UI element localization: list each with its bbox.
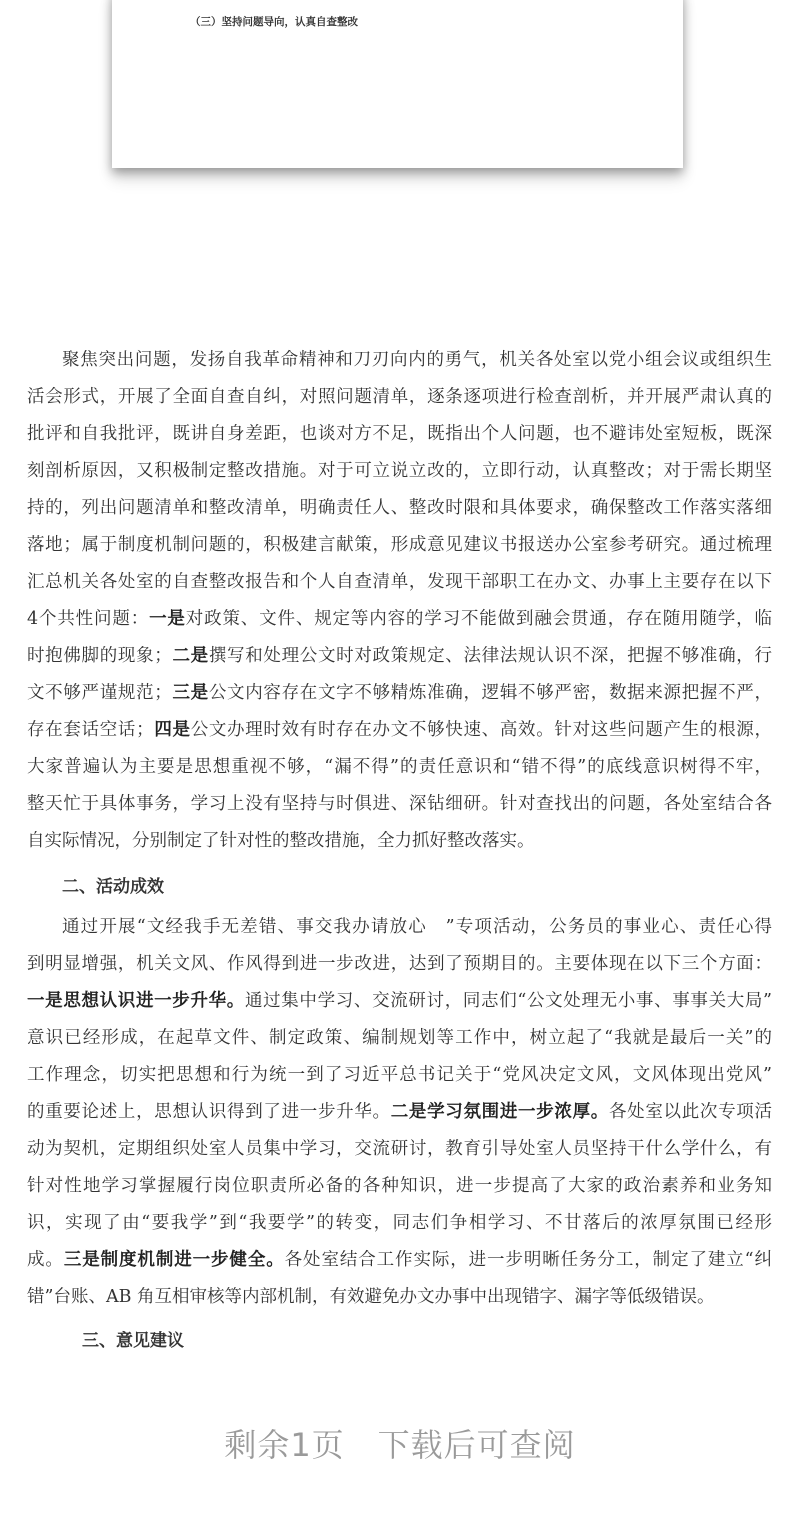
text-line bbox=[27, 681, 772, 705]
text-segment: 对政策、文件、规定等内容的学习不能做到融会贯通，存在随用随学，临 bbox=[185, 609, 773, 629]
text-segment: 动为契机，定期组织处室人员集中学习，交流研讨，教育引导处室人员坚持干什么学什么，有 bbox=[27, 1139, 772, 1159]
text-segment: 聚焦突出问题，发扬自我革命精神和刀刃向内的勇气，机关各处室以党小组会议或组织生 bbox=[62, 350, 772, 370]
text-segment: 通过集中学习、交流研讨，同志们“公文处理无小事、事事关大局” bbox=[244, 991, 772, 1011]
text-line bbox=[27, 829, 772, 853]
text-line bbox=[27, 644, 772, 668]
text-segment: 刻剖析原因，又积极制定整改措施。对于可立说立改的，立即行动，认真整改；对于需长期坚 bbox=[27, 461, 772, 481]
text-segment: 识，实现了由“要我学”到“我要学”的转变，同志们争相学习、不甘落后的浓厚氛围已经形 bbox=[27, 1213, 772, 1233]
text-segment: 4个共性问题： bbox=[27, 609, 150, 629]
text-segment: 汇总机关各处室的自查整改报告和个人自查清单，发现干部职工在办文、办事上主要存在以下 bbox=[27, 572, 772, 592]
text-line bbox=[27, 570, 772, 594]
previous-page-preview-card bbox=[112, 0, 683, 168]
text-segment: 文不够严谨规范； bbox=[27, 683, 172, 703]
bold-phrase: 二是 bbox=[171, 646, 209, 666]
text-line bbox=[27, 1174, 772, 1198]
text-line bbox=[27, 755, 772, 779]
text-segment: 落地；属于制度机制问题的，积极建言献策，形成意见建议书报送办公室参考研究。通过梳理 bbox=[27, 535, 772, 555]
text-line bbox=[27, 385, 772, 409]
text-segment: 通过开展“文经我手无差错、事交我办请放心 ”专项活动，公务员的事业心、责任心得 bbox=[62, 917, 772, 937]
text-segment: 到明显增强，机关文风、作风得到进一步改进，达到了预期目的。主要体现在以下三个方面： bbox=[27, 954, 772, 974]
section-heading-results: 二、活动成效 bbox=[62, 877, 164, 897]
text-segment: 大家普遍认为主要是思想重视不够，“漏不得”的责任意识和“错不得”的底线意识树得不牢， bbox=[27, 757, 772, 777]
bold-phrase: 一是 bbox=[149, 609, 186, 629]
text-segment: 针对性地学习掌握履行岗位职责所必备的各种知识，进一步提高了大家的政治素养和业务知 bbox=[27, 1176, 772, 1196]
text-segment: 时抱佛脚的现象； bbox=[27, 646, 172, 666]
text-segment: 存在套话空话； bbox=[27, 720, 154, 740]
text-line bbox=[27, 952, 772, 976]
text-line bbox=[27, 607, 772, 631]
text-segment: 意识已经形成，在起草文件、制定政策、编制规划等工作中，树立起了“我就是最后一关”的 bbox=[27, 1028, 772, 1048]
bold-phrase: 二是学习氛围进一步浓厚。 bbox=[390, 1102, 609, 1122]
text-segment: 撰写和处理公文时对政策规定、法律法规认识不深，把握不够准确，行 bbox=[208, 646, 772, 666]
text-segment: 各处室结合工作实际，进一步明晰任务分工，制定了建立“纠 bbox=[284, 1250, 773, 1270]
download-to-read-more-button[interactable]: 剩余1页 下载后可查阅 bbox=[224, 1426, 576, 1464]
text-line bbox=[27, 1285, 772, 1309]
text-segment: 批评和自我批评，既讲自身差距，也谈对方不足，既指出个人问题，也不避讳处室短板，既深 bbox=[27, 424, 772, 444]
text-line bbox=[27, 1100, 772, 1124]
bold-phrase: 四是 bbox=[153, 720, 191, 740]
text-segment: 错”台账、AB 角互相审核等内部机制，有效避免办文办事中出现错字、漏字等低级错误。 bbox=[27, 1287, 715, 1307]
text-segment: 整天忙于具体事务，学习上没有坚持与时俱进、深钻细研。针对查找出的问题，各处室结合各 bbox=[27, 794, 772, 814]
text-line bbox=[27, 792, 772, 816]
text-segment: 工作理念，切实把思想和行为统一到了习近平总书记关于“党风决定文风，文风体现出党风” bbox=[27, 1065, 772, 1085]
text-line bbox=[27, 989, 772, 1013]
text-line bbox=[27, 533, 772, 557]
text-segment: 持的，列出问题清单和整改清单，明确责任人、整改时限和具体要求，确保整改工作落实落细 bbox=[27, 498, 772, 518]
text-line bbox=[62, 915, 772, 939]
text-line bbox=[27, 1211, 772, 1235]
text-line bbox=[27, 1137, 772, 1161]
preview-section-title: （三）坚持问题导向，认真自查整改 bbox=[190, 16, 358, 28]
text-segment: 的重要论述上，思想认识得到了进一步升华。 bbox=[27, 1102, 391, 1122]
text-segment: 公文内容存在文字不够精炼准确，逻辑不够严密，数据来源把握不严， bbox=[208, 683, 772, 703]
text-line bbox=[27, 459, 772, 483]
text-segment: 成。 bbox=[27, 1250, 64, 1270]
text-line bbox=[62, 348, 772, 372]
text-line bbox=[27, 1063, 772, 1087]
bold-phrase: 三是制度机制进一步健全。 bbox=[63, 1250, 285, 1270]
text-line bbox=[27, 718, 772, 742]
text-line bbox=[27, 1248, 772, 1272]
text-segment: 公文办理时效有时存在办文不够快速、高效。针对这些问题产生的根源， bbox=[190, 720, 772, 740]
text-segment: 自实际情况，分别制定了针对性的整改措施，全力抓好整改落实。 bbox=[27, 831, 535, 851]
section-heading-suggestions: 三、意见建议 bbox=[82, 1331, 184, 1351]
bold-phrase: 一是思想认识进一步升华。 bbox=[27, 991, 245, 1011]
text-line bbox=[27, 422, 772, 446]
text-line bbox=[27, 496, 772, 520]
bold-phrase: 三是 bbox=[171, 683, 209, 703]
text-line bbox=[27, 1026, 772, 1050]
text-segment: 活会形式，开展了全面自查自纠，对照问题清单，逐条逐项进行检查剖析，并开展严肃认真的 bbox=[27, 387, 772, 407]
text-segment: 各处室以此次专项活 bbox=[609, 1102, 772, 1122]
